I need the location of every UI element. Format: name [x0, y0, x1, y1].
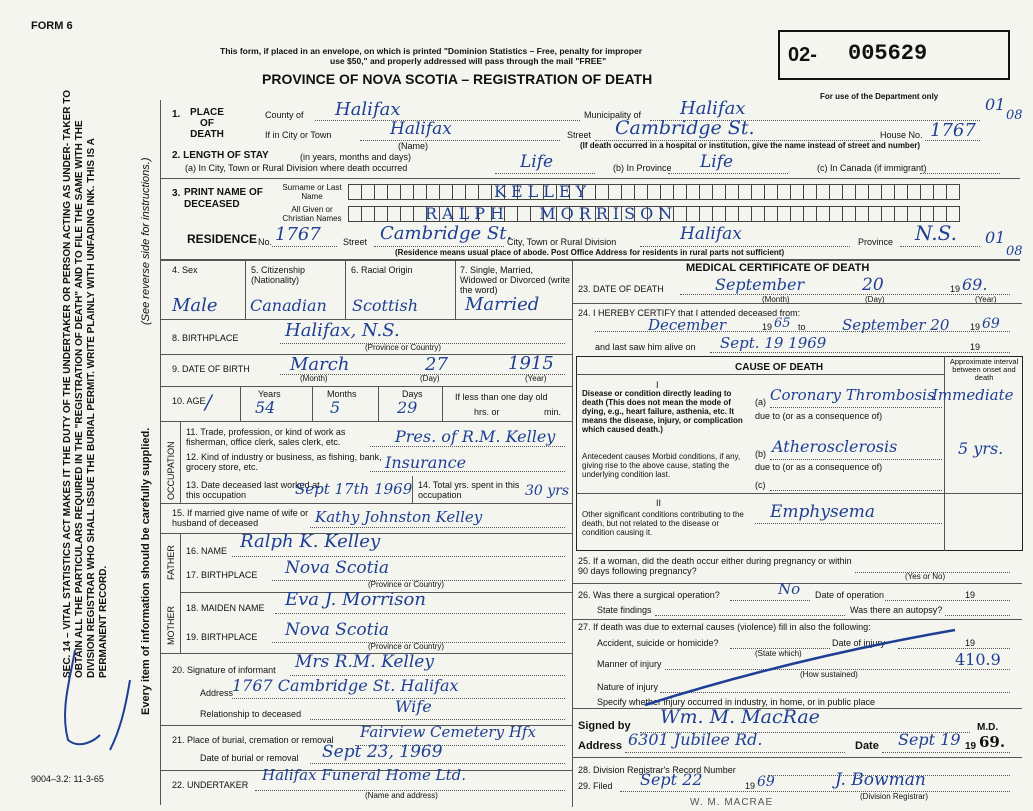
s17-label: 17. BIRTHPLACE — [186, 570, 258, 580]
s16-value: Ralph K. Kelley — [240, 531, 381, 552]
strike-line — [640, 625, 960, 710]
instructions-note: (See reverse side for instructions.) — [140, 157, 152, 325]
s27-manner-code: 410.9 — [955, 650, 1001, 669]
s10-less-label: If less than one day old — [455, 392, 548, 402]
due-to-2: due to (or as a consequence of) — [755, 462, 883, 472]
label-b: (b) — [755, 449, 766, 459]
s20-label: 20. Signature of informant — [172, 665, 276, 675]
supply-note: Every item of information should be carefully supplied. — [140, 427, 152, 715]
s7-label: 7. Single, Married, Widowed or Divorced (write the word) — [460, 265, 571, 295]
s5-label: 5. Citizenship (Nationality) — [251, 265, 306, 285]
s2-a-value: Life — [520, 152, 554, 172]
s1-name-label: (Name) — [398, 141, 429, 151]
s24-label: 24. I HEREBY CERTIFY that I attended deceased from: — [578, 308, 801, 318]
s22-sub: (Name and address) — [365, 791, 438, 800]
s27-specify-label: Specify whether injury occurred in industry, in home, or in public place — [597, 697, 875, 707]
s20-value: Mrs R.M. Kelley — [295, 652, 434, 672]
s19-sub: (Province or Country) — [368, 642, 445, 651]
s24-from-yr: 65 — [774, 316, 791, 331]
signed-md: M.D. — [977, 722, 999, 733]
s9-month: March — [290, 354, 350, 375]
s26-label: 26. Was there a surgical operation? — [578, 590, 720, 600]
mother-label: MOTHER — [166, 606, 176, 645]
medical-title: MEDICAL CERTIFICATE OF DEATH — [686, 262, 870, 274]
s23-year-label: (Year) — [975, 295, 997, 304]
s1-muni-label: Municipality of — [584, 110, 642, 120]
s10-check: / — [205, 390, 212, 414]
father-label: FATHER — [166, 545, 176, 580]
reg-prefix: 02- — [788, 44, 817, 66]
s1-city-value: Halifax — [390, 119, 452, 139]
s26-yr: 19 — [965, 590, 976, 600]
s10-years-label: Years — [258, 389, 281, 399]
s10-days-label: Days — [402, 389, 423, 399]
s2-label: 2. LENGTH OF STAY — [172, 150, 269, 161]
s23-month: September — [715, 275, 805, 294]
s1-county-label: County of — [265, 110, 304, 120]
s1-house-value: 1767 — [930, 120, 976, 141]
interval-title: Approximate interval between onset and death — [949, 357, 1019, 382]
s21-label: 21. Place of burial, cremation or removal — [172, 735, 334, 745]
s10-months: 5 — [330, 398, 341, 417]
s7-value: Married — [465, 294, 540, 315]
residence-city-label: City, Town or Rural Division — [507, 237, 617, 247]
cause-b-interval: 5 yrs. — [958, 439, 1004, 458]
signed-yr: 69. — [979, 733, 1006, 751]
part1-label: I — [656, 380, 659, 390]
s20-addr-label: Address — [200, 688, 234, 698]
s10-years: 54 — [255, 398, 276, 417]
s24-from: December — [648, 316, 727, 334]
s28-label: 28. Division Registrar's Record Number — [578, 765, 736, 775]
residence-city-value: Halifax — [680, 224, 742, 244]
s1-street-value: Cambridge St. — [615, 117, 755, 139]
s18-label: 18. MAIDEN NAME — [186, 603, 265, 613]
s23-month-label: (Month) — [762, 295, 790, 304]
s15-value: Kathy Johnston Kelley — [315, 508, 483, 526]
s27-injdate-label: Date of injury — [832, 638, 886, 648]
s9-year: 1915 — [508, 353, 554, 374]
s17-value: Nova Scotia — [285, 558, 390, 578]
s29-registrar: J. Bowman — [835, 770, 926, 790]
dept-code-1: 01 — [985, 95, 1006, 114]
s27-state-label: (State which) — [755, 649, 802, 658]
s10-months-label: Months — [327, 389, 357, 399]
s15-label: 15. If married give name of wife or husband of deceased — [172, 508, 309, 528]
s27-nature-label: Nature of injury — [597, 682, 659, 692]
residence-prov-label: Province — [858, 237, 894, 247]
s3-surname-boxes — [348, 184, 959, 200]
s8-value: Halifax, N.S. — [285, 320, 400, 341]
form-label: FORM 6 — [31, 20, 73, 32]
s6-label: 6. Racial Origin — [351, 265, 413, 275]
s21-date: Sept 23, 1969 — [322, 742, 443, 762]
s19-label: 19. BIRTHPLACE — [186, 632, 258, 642]
residence-prov-value: N.S. — [915, 221, 957, 245]
s11-value: Pres. of R.M. Kelley — [395, 427, 556, 446]
cause-title: CAUSE OF DEATH — [735, 362, 824, 373]
s29-value: Sept 22 — [640, 770, 703, 789]
s23-year-prefix: 19 — [950, 284, 961, 294]
s18-value: Eva J. Morrison — [285, 589, 426, 610]
s22-value: Halifax Funeral Home Ltd. — [262, 766, 466, 784]
s29-registrar-label: (Division Registrar) — [860, 792, 929, 801]
s25-sub: (Yes or No) — [905, 572, 946, 581]
s24-to-yr: 69 — [982, 316, 1000, 332]
s27-yr: 19 — [965, 638, 976, 648]
s27-manner-label: Manner of injury — [597, 659, 662, 669]
s2-a-label: (a) In City, Town or Rural Division where death occurred — [185, 163, 408, 173]
s1-house-label: House No. — [880, 130, 923, 140]
s27-acc-label: Accident, suicide or homicide? — [597, 638, 719, 648]
s14-label: 14. Total yrs. spent in this occupation — [418, 480, 520, 500]
s4-value: Male — [172, 295, 218, 316]
s12-value: Insurance — [385, 453, 467, 472]
part2-desc: Other significant conditions contributing to the death, but not related to the disease or condition causing it. — [582, 510, 744, 537]
signed-value: Wm. M. MacRae — [660, 706, 820, 728]
s5-value: Canadian — [250, 296, 327, 315]
part2-label: II — [656, 498, 662, 508]
residence-street-value: Cambridge St. — [380, 223, 513, 244]
s24-seen-yr: 19 — [970, 342, 981, 352]
cause-b: Atherosclerosis — [772, 437, 898, 456]
residence-no-label: No. — [258, 237, 273, 247]
cause-a-interval: Immediate — [932, 386, 1014, 404]
s23-day-label: (Day) — [865, 295, 885, 304]
s14-value: 30 yrs — [525, 483, 570, 499]
s9-day-label: (Day) — [420, 374, 440, 383]
s4-label: 4. Sex — [172, 265, 198, 275]
s2-sub: (in years, months and days) — [300, 152, 412, 162]
dept-code-4: 08 — [1006, 244, 1023, 259]
s29-stamp: W. M. MACRAE — [690, 797, 774, 808]
dept-only-label: For use of the Department only — [820, 92, 939, 101]
s29-yr: 69 — [757, 774, 775, 790]
label-c: (c) — [755, 480, 766, 490]
s25-label: 25. If a woman, did the death occur either during pregnancy or within 90 days following pregnancy? — [578, 556, 852, 576]
s6-value: Scottish — [352, 296, 419, 315]
s27-label: 27. If death was due to external causes (violence) fill in also the following: — [578, 622, 871, 632]
s24-to-label: to — [798, 322, 806, 332]
s2-b-value: Life — [700, 152, 734, 172]
s13-value: Sept 17th 1969 — [295, 480, 413, 498]
s9-label: 9. DATE OF BIRTH — [172, 364, 250, 374]
s8-label: 8. BIRTHPLACE — [172, 333, 239, 343]
form-title: PROVINCE OF NOVA SCOTIA – REGISTRATION OF DEATH — [262, 71, 653, 87]
due-to-1: due to (or as a consequence of) — [755, 411, 883, 421]
reg-number: 005629 — [848, 41, 928, 66]
s26-findings-label: State findings — [597, 605, 652, 615]
s2-b-label: (b) In Province — [613, 163, 672, 173]
s8-sub: (Province or Country) — [365, 343, 442, 352]
s29-label: 29. Filed — [578, 781, 613, 791]
s1-county-value: Halifax — [335, 99, 401, 120]
label-a: (a) — [755, 397, 766, 407]
s20-rel: Wife — [395, 697, 432, 716]
s1-num: 1. — [172, 109, 181, 120]
residence-label: RESIDENCE — [187, 232, 258, 246]
s20-rel-label: Relationship to deceased — [200, 709, 302, 719]
signed-date: Sept 19 — [898, 730, 961, 749]
s3-num: 3. — [172, 188, 181, 199]
s9-day: 27 — [425, 354, 448, 375]
mail-notice-2: use $50," and properly addressed will pass through the mail "FREE" — [330, 56, 607, 66]
residence-no-value: 1767 — [275, 224, 321, 245]
s29-yr-pre: 19 — [745, 781, 756, 791]
s11-label: 11. Trade, profession, or kind of work as fisherman, office clerk, sales clerk, etc. — [186, 427, 346, 447]
s1-label: PLACE OF DEATH — [190, 107, 224, 140]
statute-text: SEC. 14 – VITAL STATISTICS ACT MAKES IT THE DUTY OF THE UNDERTAKER OR PERSON ACTING AS UNDER- TAKER TO OBTAIN ALL THE PARTICULARS REQUIRED IN THE "REGISTRATION OF DEATH" AND TO FILE THE SAME WITH THE DIVISION REGISTRAR WHO SHALL ISSUE THE BURIAL PERMIT. WRITE PLAINLY WITH UNFADING INK. THIS IS A PERMANENT RECORD. — [62, 90, 109, 678]
margin-scribble — [40, 640, 140, 760]
cause-other: Emphysema — [770, 502, 876, 522]
s3-given-value: RALPH MORRISON — [425, 204, 678, 223]
mail-notice-1: This form, if placed in an envelope, on which is printed "Dominion Statistics – Free, penalty for improper — [220, 46, 643, 56]
s9-month-label: (Month) — [300, 374, 328, 383]
cause-a: Coronary Thrombosis — [770, 386, 935, 404]
dept-code-2: 08 — [1006, 108, 1023, 123]
s10-min-label: min. — [544, 407, 562, 417]
dept-code-3: 01 — [985, 228, 1006, 247]
form-code: 9004–3.2: 11-3-65 — [31, 774, 104, 784]
occupation-label: OCCUPATION — [166, 441, 176, 500]
part1-desc: Disease or condition directly leading to death (This does not mean the mode of dying, e.g., heart failure, asthenia, etc. It means the disease, injury, or complication which caused death.) — [582, 389, 743, 434]
s26-date-label: Date of operation — [815, 590, 885, 600]
s23-day: 20 — [862, 275, 884, 295]
s21-date-label: Date of burial or removal — [200, 753, 299, 763]
s24-from-yr-pre: 19 — [762, 322, 773, 332]
s9-year-label: (Year) — [525, 374, 547, 383]
signed-addr: 6301 Jubilee Rd. — [628, 730, 763, 749]
s3-surname-label: Surname or Last Name — [282, 183, 342, 201]
s20-addr: 1767 Cambridge St. Halifax — [232, 676, 459, 695]
residence-note: (Residence means usual place of abode. Post Office Address for residents in rural parts not sufficient) — [395, 248, 785, 257]
s22-label: 22. UNDERTAKER — [172, 780, 249, 790]
s24-to: September 20 — [842, 316, 950, 334]
s10-days: 29 — [397, 398, 418, 417]
s10-hrs-label: hrs. or — [474, 407, 500, 417]
s21-value: Fairview Cemetery Hfx — [360, 723, 536, 741]
s1-muni-value: Halifax — [680, 98, 746, 119]
s1-street-label: Street — [567, 130, 592, 140]
s24-to-yr-pre: 19 — [970, 322, 981, 332]
s24-seen-label: and last saw him alive on — [595, 342, 696, 352]
s27-how-label: (How sustained) — [800, 670, 858, 679]
s3-given-label: All Given or Christian Names — [282, 205, 342, 223]
s17-sub: (Province or Country) — [368, 580, 445, 589]
s3-label: PRINT NAME OF DECEASED — [184, 187, 263, 210]
signed-addr-label: Address — [578, 740, 623, 752]
s1-hospital-note: (If death occurred in a hospital or institution, give the name instead of street and number) — [580, 141, 921, 150]
s3-surname-value: KELLEY — [494, 182, 592, 201]
s26-value: No — [778, 580, 801, 598]
registration-box — [778, 30, 1010, 80]
s23-label: 23. DATE OF DEATH — [578, 284, 664, 294]
s24-seen: Sept. 19 1969 — [720, 334, 827, 352]
s2-c-label: (c) In Canada (if immigrant) — [817, 163, 927, 173]
s10-label: 10. AGE — [172, 396, 206, 406]
s16-label: 16. NAME — [186, 546, 228, 556]
residence-street-label: Street — [343, 237, 368, 247]
s13-label: 13. Date deceased last worked at this occupation — [186, 480, 320, 500]
signed-label: Signed by — [578, 720, 631, 732]
antecedent-text: Antecedent causes Morbid conditions, if any, giving rise to the above cause, stating the underlying condition last. — [582, 452, 741, 479]
s19-value: Nova Scotia — [285, 620, 390, 640]
signed-date-label: Date — [855, 740, 879, 752]
s23-year: 69. — [962, 275, 988, 294]
s26-autopsy-label: Was there an autopsy? — [850, 605, 943, 615]
s12-label: 12. Kind of industry or business, as fishing, bank, grocery store, etc. — [186, 452, 382, 472]
signed-yr-pre: 19 — [965, 741, 977, 752]
s1-city-label: If in City or Town — [265, 130, 332, 140]
